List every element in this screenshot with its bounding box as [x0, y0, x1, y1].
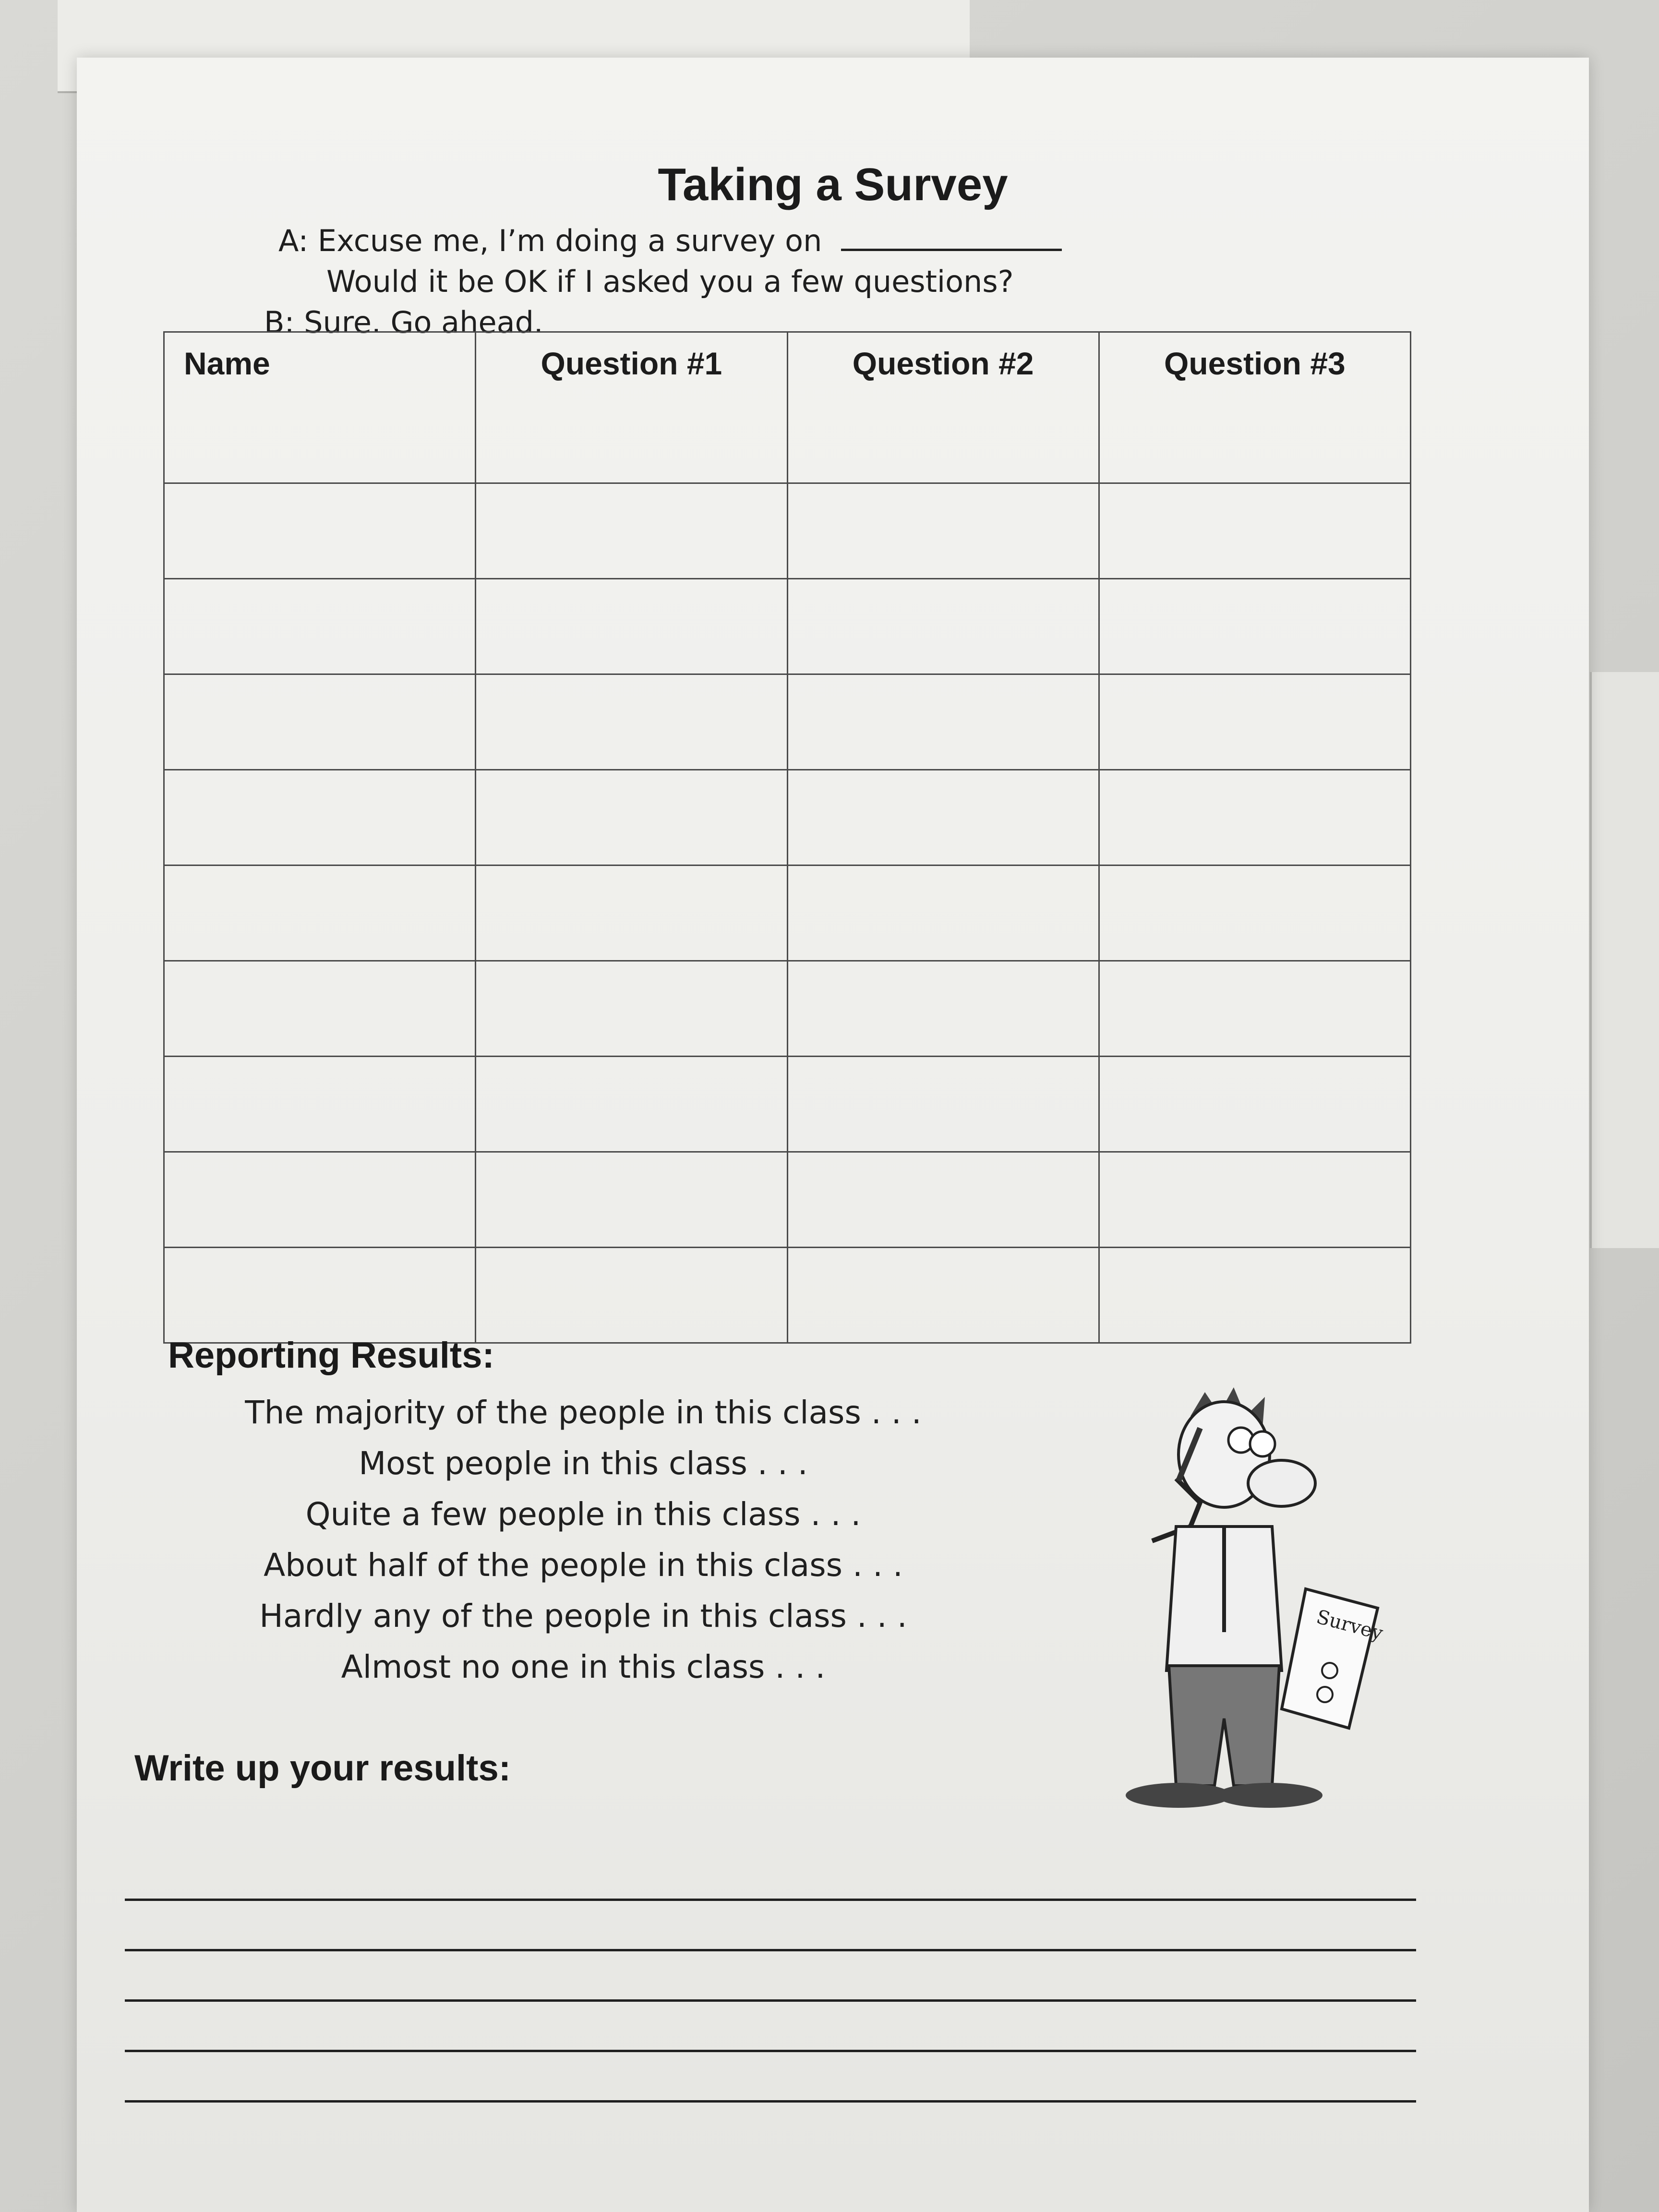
- dialog-line-a2: Would it be OK if I asked you a few questions?: [326, 264, 1014, 299]
- answer-cell[interactable]: [787, 1152, 1099, 1248]
- answer-cell[interactable]: [164, 579, 476, 674]
- answer-cell[interactable]: [1099, 483, 1410, 579]
- table-row: [164, 961, 1411, 1057]
- write-up-heading: Write up your results:: [134, 1748, 511, 1789]
- answer-cell[interactable]: [476, 1152, 787, 1248]
- answer-line[interactable]: [125, 1949, 1416, 1951]
- answer-cell[interactable]: [164, 1152, 476, 1248]
- dialog-line-a1: [278, 223, 1062, 258]
- phrase-most: Most people in this class . . .: [359, 1445, 808, 1482]
- answer-cell[interactable]: [787, 1057, 1099, 1152]
- table-row: [164, 483, 1411, 579]
- answer-cell[interactable]: [476, 483, 787, 579]
- answer-cell[interactable]: [164, 1248, 476, 1343]
- answer-cell[interactable]: [787, 866, 1099, 961]
- answer-cell[interactable]: [1099, 579, 1410, 674]
- answer-cell[interactable]: [476, 1057, 787, 1152]
- dialog-a-text: A: Excuse me, I’m doing a survey on: [278, 223, 822, 258]
- table-body: [164, 483, 1411, 1343]
- survey-topic-blank[interactable]: [841, 249, 1062, 251]
- answer-cell[interactable]: [476, 961, 787, 1057]
- table-row: [164, 866, 1411, 961]
- answer-cell[interactable]: [787, 770, 1099, 866]
- page-title: Taking a Survey: [658, 159, 1008, 210]
- answer-cell[interactable]: [164, 1057, 476, 1152]
- answer-cell[interactable]: [787, 579, 1099, 674]
- table-row: [164, 1057, 1411, 1152]
- answer-cell[interactable]: [476, 1248, 787, 1343]
- reporting-phrases: [235, 1387, 931, 1693]
- answer-cell[interactable]: [1099, 674, 1410, 770]
- table-row: [164, 1152, 1411, 1248]
- surveyor-cartoon-illustration: [1080, 1382, 1455, 1824]
- reporting-heading: Reporting Results:: [168, 1335, 494, 1376]
- answer-cell[interactable]: [787, 961, 1099, 1057]
- answer-cell[interactable]: [476, 770, 787, 866]
- header-question-1: Question #1: [476, 332, 787, 483]
- table-row: [164, 770, 1411, 866]
- answer-cell[interactable]: [1099, 1057, 1410, 1152]
- clipboard-survey-label: Survey: [1314, 1606, 1385, 1645]
- answer-cell[interactable]: [164, 866, 476, 961]
- answer-line[interactable]: [125, 1899, 1416, 1901]
- header-question-2: Question #2: [787, 332, 1099, 483]
- phrase-quite-a-few: Quite a few people in this class . . .: [305, 1496, 861, 1533]
- answer-cell[interactable]: [787, 483, 1099, 579]
- answer-cell[interactable]: [1099, 770, 1410, 866]
- worksheet-page: [77, 58, 1589, 2212]
- answer-cell[interactable]: [1099, 1248, 1410, 1343]
- answer-line[interactable]: [125, 2100, 1416, 2103]
- phrase-about-half: About half of the people in this class . . .: [264, 1547, 903, 1584]
- answer-cell[interactable]: [476, 674, 787, 770]
- answer-cell[interactable]: [164, 674, 476, 770]
- answer-cell[interactable]: [164, 961, 476, 1057]
- table-row: [164, 1248, 1411, 1343]
- answer-line[interactable]: [125, 2050, 1416, 2052]
- dialog-line-b: B: Sure. Go ahead.: [264, 305, 543, 340]
- answer-cell[interactable]: [476, 579, 787, 674]
- phrase-hardly-any: Hardly any of the people in this class . . .: [259, 1598, 907, 1635]
- phrase-majority: The majority of the people in this class . . .: [245, 1394, 922, 1431]
- header-name: Name: [164, 332, 476, 483]
- header-question-3: Question #3: [1099, 332, 1410, 483]
- answer-cell[interactable]: [787, 674, 1099, 770]
- answer-cell[interactable]: [1099, 1152, 1410, 1248]
- table-header-row: [164, 332, 1411, 483]
- answer-cell[interactable]: [164, 483, 476, 579]
- table-row: [164, 579, 1411, 674]
- table-row: [164, 674, 1411, 770]
- answer-cell[interactable]: [1099, 961, 1410, 1057]
- phrase-almost-no-one: Almost no one in this class . . .: [341, 1648, 826, 1685]
- answer-cell[interactable]: [164, 770, 476, 866]
- answer-cell[interactable]: [476, 866, 787, 961]
- adjacent-book-edge: [1590, 672, 1659, 1248]
- answer-line[interactable]: [125, 1999, 1416, 2002]
- survey-table: [163, 331, 1411, 1344]
- answer-cell[interactable]: [787, 1248, 1099, 1343]
- answer-cell[interactable]: [1099, 866, 1410, 961]
